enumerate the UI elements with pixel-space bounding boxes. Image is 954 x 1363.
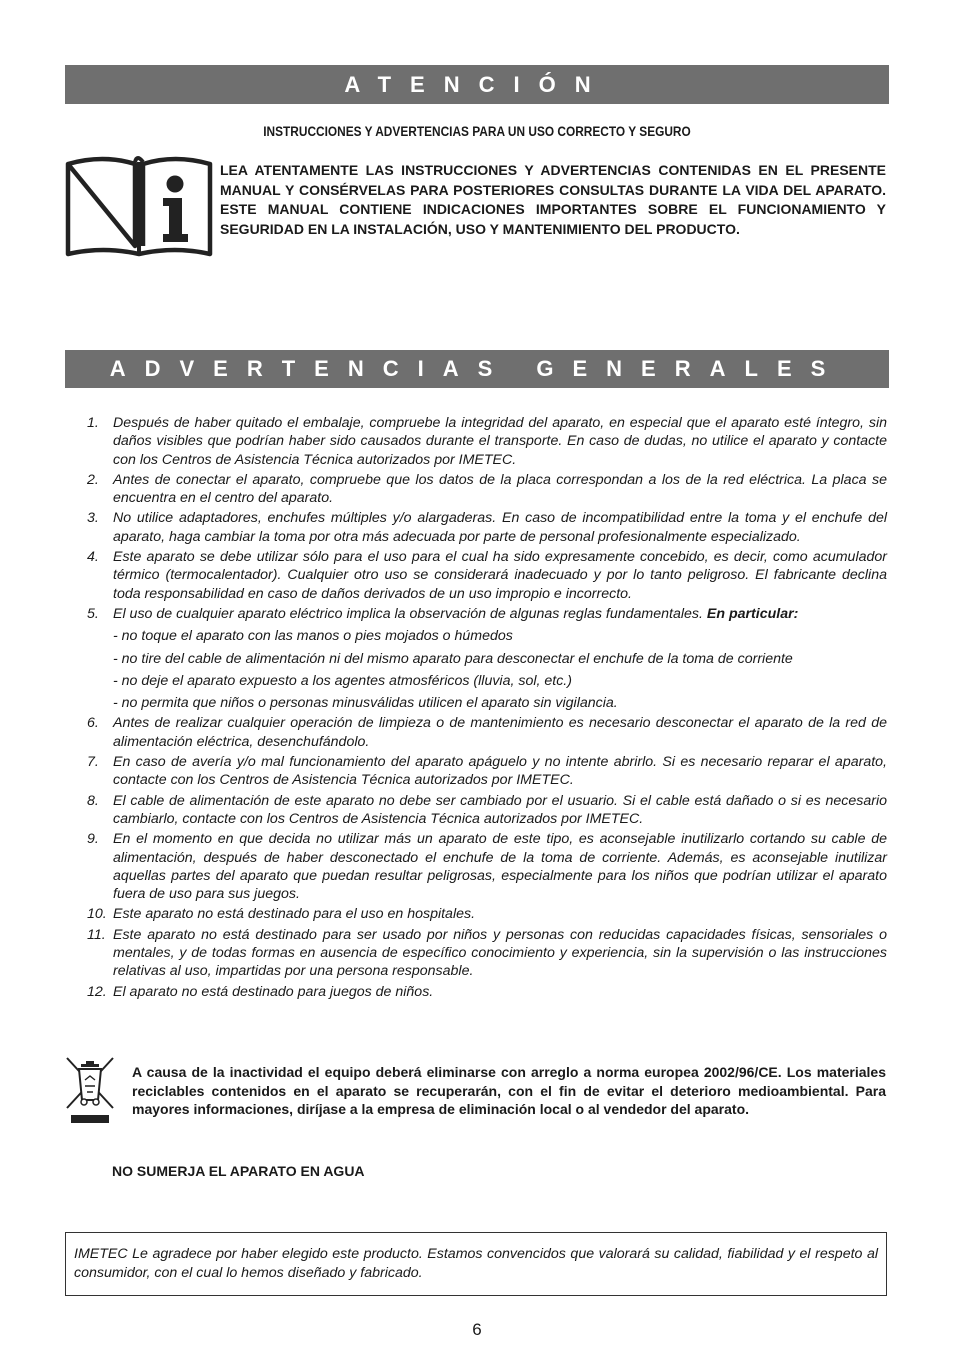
list-item: [78, 830, 887, 903]
notice-line: ESTE MANUAL CONTIENE INDICACIONES IMPORTANTES SOBRE EL FUNCIONAMIENTO Y: [220, 201, 886, 218]
item-text: Después de haber quitado el embalaje, compruebe la integridad del aparato, en especial que el aparato esté íntegro, sin daños visibles que podrían haber sido causados durante el transporte. En caso de dudas, no utilice el aparato y contacte con los Centros de Asistencia Técnica autorizados por IMETEC.: [113, 415, 887, 468]
list-item: [78, 753, 887, 790]
item-text: Este aparato se debe utilizar sólo para el uso para el cual ha sido expresamente concebido, es decir, como acumulador térmico (termocalentador). Cualquier otro uso se considerará inadecuado y por lo tanto peligroso. El fabricante declina toda responsabilidad en caso de daños derivados de un uso impropio e incorrecto.: [113, 549, 887, 602]
list-item: [78, 605, 887, 623]
item-number: 10.: [87, 906, 107, 923]
item-emphasis: En particular:: [706, 605, 799, 622]
item-number: 3.: [87, 510, 99, 527]
notice-line: SEGURIDAD EN LA INSTALACIÓN, USO Y MANTENIMIENTO DEL PRODUCTO.: [220, 221, 740, 238]
item-number: 6.: [87, 715, 99, 732]
item-number: 8.: [87, 792, 99, 809]
no-submerge-warning: NO SUMERJA EL APARATO EN AGUA: [112, 1163, 365, 1179]
disposal-notice: A causa de la inactividad el equipo deberá eliminarse con arreglo a norma europea 2002/96/CE. Los materiales reciclables contenidos en el aparato se recuperarán, con el fin de evitar el deterioro medioambiental. Para mayores informaciones, diríjase a la empresa de eliminación local o al vendedor del aparato.: [132, 1064, 886, 1117]
page-number: 6: [472, 1320, 482, 1339]
warnings-list: [78, 414, 887, 1003]
list-item: [78, 471, 887, 508]
subtitle: INSTRUCCIONES Y ADVERTENCIAS PARA UN USO CORRECTO Y SEGURO: [263, 124, 691, 139]
item-text: No utilice adaptadores, enchufes múltiples y/o alargaderas. En caso de incompatibilidad entre la toma y el enchufe del aparato, haga cambiar la toma por otra más adecuada por parte de personal profesionalmente especializado.: [113, 510, 887, 545]
item-text: Antes de realizar cualquier operación de limpieza o de mantenimiento es necesario desconectar el aparato de la red de alimentación eléctrica, desenchufándolo.: [113, 715, 887, 750]
read-carefully-notice: [220, 161, 886, 240]
item-text: El uso de cualquier aparato eléctrico implica la observación de algunas reglas fundamentales.: [113, 605, 703, 622]
list-item: [78, 509, 887, 546]
sub-item: - no deje el aparato expuesto a los agentes atmosféricos (lluvia, sol, etc.): [113, 672, 572, 689]
atencion-banner: ATENCIÓN: [65, 65, 889, 104]
list-item: [78, 414, 887, 469]
list-item: [78, 714, 887, 751]
sub-item: - no permita que niños o personas minusválidas utilicen el aparato sin vigilancia.: [113, 695, 618, 712]
item-number: 2.: [87, 471, 99, 488]
item-text: Antes de conectar el aparato, compruebe que los datos de la placa correspondan a los de la red eléctrica. La placa se encuentra en el centro del aparato.: [113, 471, 887, 507]
item-text: En caso de avería y/o mal funcionamiento del aparato apáguelo y no intente abrirlo. Si es necesario reparar el aparato, contacte con los Centros de Asistencia Técnica autorizados por IMETEC.: [113, 754, 887, 789]
item-number: 1.: [87, 415, 99, 431]
item-text: Este aparato no está destinado para el uso en hospitales.: [113, 906, 476, 923]
list-item: [78, 792, 887, 829]
item-number: 9.: [87, 831, 99, 848]
item-number: 7.: [87, 754, 99, 771]
list-item: [78, 905, 887, 923]
advertencias-banner: ADVERTENCIAS GENERALES: [65, 350, 889, 388]
item-number: 4.: [87, 549, 99, 566]
item-number: 11.: [87, 926, 106, 943]
item-number: 5.: [87, 605, 99, 622]
crossed-bin-icon: [65, 1056, 115, 1126]
sub-item: - no toque el aparato con las manos o pies mojados o húmedos: [113, 628, 513, 645]
notice-line: LEA ATENTAMENTE LAS INSTRUCCIONES Y ADVERTENCIAS CONTENIDAS EN EL PRESENTE: [220, 162, 886, 178]
item-text: En el momento en que decida no utilizar más un aparato de este tipo, es aconsejable inutilizarlo cortando su cable de alimentación, después de haber desconectado el enchufe de la toma de corriente. Además, es aconsejable inutilizar aquellas partes del aparato que puedan resultar peligrosas, especialmente para los niños que podrían utilizar el aparato fuera de uso para sus juegos.: [113, 831, 887, 903]
list-item: [78, 926, 887, 981]
item-text: El aparato no está destinado para juegos de niños.: [113, 983, 434, 1000]
sub-item: - no tire del cable de alimentación ni del mismo aparato para desconectar el enchufe de la toma de corriente: [113, 650, 793, 667]
info-book-icon: [63, 150, 215, 260]
item-number: 12.: [87, 983, 107, 1000]
item-text: El cable de alimentación de este aparato no debe ser cambiado por el usuario. Si el cable está dañado o si es necesario cambiarlo, contacte con los Centros de Asistencia Técnica autorizados por IMETEC.: [113, 792, 887, 827]
thanks-box: IMETEC Le agradece por haber elegido este producto. Estamos convencidos que valorará su calidad, fiabilidad y el respeto al consumidor, con el cual lo hemos diseñado y fabricado.: [65, 1232, 887, 1296]
notice-line: MANUAL Y CONSÉRVELAS PARA POSTERIORES CONSULTAS DURANTE LA VIDA DEL APARATO.: [220, 181, 886, 198]
list-item: [78, 983, 887, 1001]
list-item: [78, 548, 887, 603]
item-text: Este aparato no está destinado para ser usado por niños y personas con reducidas capacidades físicas, sensoriales o mentales, y de todas formas en ausencia de específico conocimiento y experiencia, sin la supervisión o las instrucciones relativas al uso, impartidas por una persona responsable.: [113, 926, 887, 980]
